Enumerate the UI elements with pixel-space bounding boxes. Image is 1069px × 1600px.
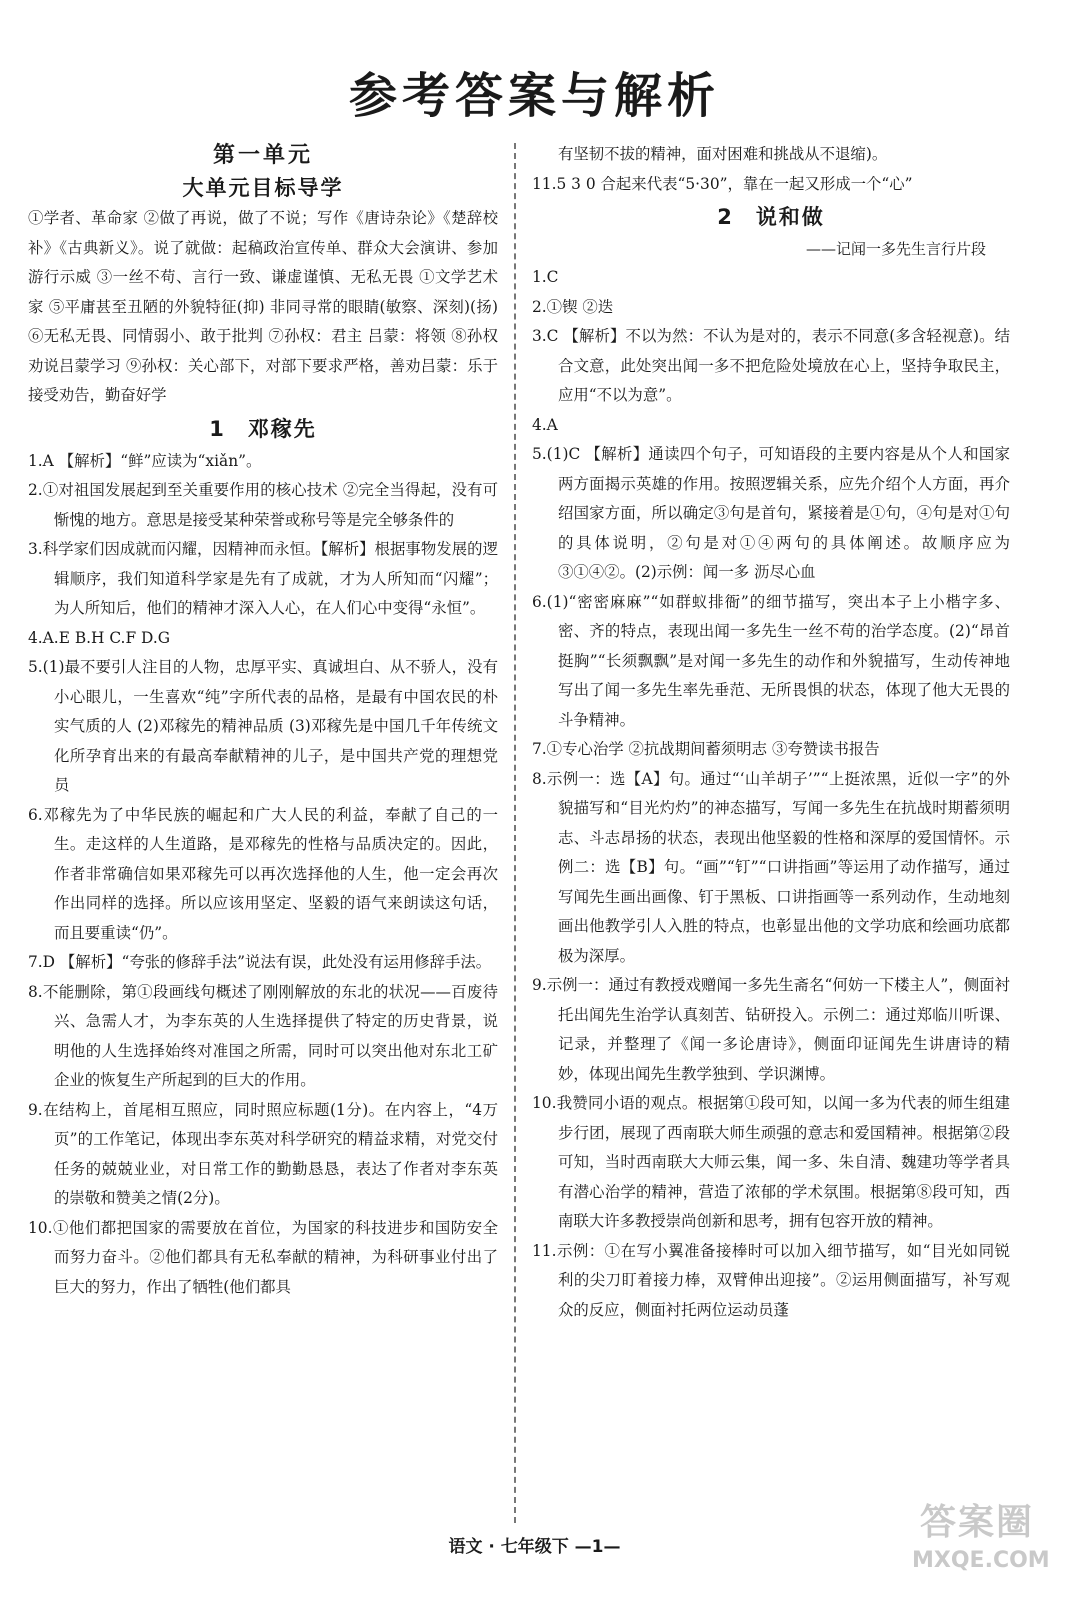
unit-subtitle: 大单元目标导学 <box>182 176 344 200</box>
watermark-url: MXQE.COM <box>912 1548 1050 1573</box>
answer-item: 5.(1)最不要引人注目的人物，忠厚平实、真诚坦白、从不骄人，没有小心眼儿，一生喜欢“纯”字所代表的品格，是最有中国农民的朴实气质的人 (2)邓稼先的精神品质 (3)邓稼先是中国几千年传统文化所孕育出来的有最高奉献精神的儿子，是中国共产党的理想党员 <box>28 658 498 794</box>
answer-item: 3.C 【解析】不以为然：不认为是对的，表示不同意(多含轻视意)。结合文意，此处突出闻一多不把危险处境放在心上，坚持争取民主，应用“不以为意”。 <box>532 327 1010 404</box>
answer-item: 11.示例：①在写小翼准备接棒时可以加入细节描写，如“目光如同锐利的尖刀盯着接力棒，双臂伸出迎接”。②运用侧面描写，补写观众的反应，侧面衬托两位运动员蓬 <box>532 1241 1010 1319</box>
answer-item: 11.5 3 0 合起来代表“5·30”，靠在一起又形成一个“心” <box>532 174 913 193</box>
watermark-logo <box>912 1500 1050 1590</box>
answer-item: 4.A <box>532 415 558 434</box>
column-divider <box>514 143 516 1523</box>
lesson-2-heading <box>532 199 1010 235</box>
answer-item: 1.C <box>532 268 559 286</box>
lesson-number: 2 <box>717 205 734 229</box>
lesson-number: 1 <box>209 416 226 441</box>
lesson-title: 邓稼先 <box>247 416 317 441</box>
answer-item: 6.(1)“密密麻麻”“如群蚁排衙”的细节描写，突出本子上小楷字多、密、齐的特点，表现出闻一多先生一丝不苟的治学态度。(2)“昂首挺胸”“长须飘飘”是对闻一多先生的动作和外貌描写，生动传神地写出了闻一多先生率先垂范、无所畏惧的状态，体现了他大无畏的斗争精神。 <box>532 592 1010 729</box>
answer-item: 1.A 【解析】“鲜”应读为“xiǎn”。 <box>28 451 262 470</box>
right-column <box>532 140 1010 1325</box>
answer-item: 5.(1)C 【解析】通读四个句子，可知语段的主要内容是从个人和国家两方面揭示英雄的作用。按照逻辑关系，应先介绍个人方面，再介绍国家方面，所以确定③句是首句，紧接着是①句，④句是对①句的具体说明，②句是对①④两句的具体阐述。故顺序应为③①④②。(2)示例：闻一多 沥尽心血 <box>532 445 1010 581</box>
answer-item: 10.①他们都把国家的需要放在首位，为国家的科技进步和国防安全而努力奋斗。②他们都具有无私奉献的精神，为科研事业付出了巨大的努力，作出了牺牲(他们都具 <box>28 1218 498 1296</box>
answer-item: 9.示例一：通过有教授戏赠闻一多先生斋名“何妨一下楼主人”，侧面衬托出闻先生治学认真刻苦、钻研投入。示例二：通过郑临川听课、记录，并整理了《闻一多论唐诗》，侧面印证闻先生讲唐诗的精妙，体现出闻先生教学独到、学识渊博。 <box>532 976 1010 1083</box>
answer-item: 3.科学家们因成就而闪耀，因精神而永恒。【解析】根据事物发展的逻辑顺序，我们知道科学家是先有了成就，才为人所知而“闪耀”；为人所知后，他们的精神才深入人心，在人们心中变得“永恒”。 <box>28 540 498 617</box>
lesson-subtitle: ——记闻一多先生言行片段 <box>805 240 986 258</box>
watermark-text: 答案圈 <box>919 1502 1034 1543</box>
answer-item: 10.我赞同小语的观点。根据第①段可知，以闻一多为代表的师生组建步行团，展现了西南联大师生顽强的意志和爱国精神。根据第②段可知，当时西南联大大师云集，闻一多、朱自清、魏建功等学者具有潜心治学的精神，营造了浓郁的学术氛围。根据第⑧段可知，西南联大许多教授崇尚创新和思考，拥有包容开放的精神。 <box>532 1094 1010 1230</box>
unit-title: 第一单元 <box>212 143 313 168</box>
left-column <box>28 140 498 1302</box>
lesson-title: 说和做 <box>755 205 825 229</box>
answer-item: 2.①对祖国发展起到至关重要作用的核心技术 ②完全当得起，没有可惭愧的地方。意思是接受某种荣誉或称号等是完全够条件的 <box>28 481 498 529</box>
answer-item: 6.邓稼先为了中华民族的崛起和广大人民的利益，奉献了自己的一生。走这样的人生道路，是邓稼先的性格与品质决定的。因此，作者非常确信如果邓稼先可以再次选择他的人生，他一定会再次作出同样的选择。所以应该用坚定、坚毅的语气来朗读这句话，而且要重读“仍”。 <box>28 805 498 942</box>
answer-item: 8.示例一：选【A】句。通过“‘山羊胡子’”“上挺浓黑，近似一字”的外貌描写和“目光灼灼”的神态描写，写闻一多先生在抗战时期蓄须明志、斗志昂扬的状态，表现出他坚毅的性格和深厚的爱国情怀。示例二：选【B】句。“画”“钉”“口讲指画”等运用了动作描写，通过写闻先生画出画像、钉于黑板、口讲指画等一系列动作，生动地刻画出他教学引人入胜的特点，也彰显出他的文学功底和绘画功底都极为深厚。 <box>532 769 1010 965</box>
answer-item: 4.A.E B.H C.F D.G <box>28 628 171 647</box>
answer-item: 7.①专心治学 ②抗战期间蓄须明志 ③夸赞读书报告 <box>532 740 880 758</box>
lesson-1-heading <box>28 411 498 447</box>
continuation-text: 有坚韧不拔的精神，面对困难和挑战从不退缩)。 <box>558 145 888 163</box>
page-title: 参考答案与解析 <box>348 68 720 124</box>
answer-item: 8.不能删除，第①段画线句概述了刚刚解放的东北的状况——百废待兴、急需人才，为李东英的人生选择提供了特定的历史背景，说明他的人生选择始终对准国之所需，同时可以突出他对东北工矿企业的恢复生产所起到的巨大的作用。 <box>28 982 498 1089</box>
unit-intro: ①学者、革命家 ②做了再说，做了不说；写作《唐诗杂论》《楚辞校补》《古典新义》。说了就做：起稿政治宣传单、群众大会演讲、参加游行示威 ③一丝不苟、言行一致、谦虚谨慎、无私无畏 ①文学艺术家 ⑤平庸甚至丑陋的外貌特征(抑) 非同寻常的眼睛(敏察、深刻)(扬) ⑥无私无畏、同情弱小、敢于批判 ⑦孙权：君主 吕蒙：将领 ⑧孙权劝说吕蒙学习 ⑨孙权：关心部下，对部下要求严格，善劝吕蒙：乐于接受劝告，勤奋好学 <box>28 209 498 404</box>
answer-item: 9.在结构上，首尾相互照应，同时照应标题(1分)。在内容上，“4万页”的工作笔记，体现出李东英对科学研究的精益求精，对党交付任务的兢兢业业，对日常工作的勤勤恳恳，表达了作者对李东英的崇敬和赞美之情(2分)。 <box>28 1100 498 1207</box>
answer-item: 7.D 【解析】“夸张的修辞手法”说法有误，此处没有运用修辞手法。 <box>28 953 492 971</box>
page-footer: 语文 · 七年级下 —1— <box>448 1537 621 1557</box>
answer-item: 2.①锲 ②迭 <box>532 297 614 316</box>
